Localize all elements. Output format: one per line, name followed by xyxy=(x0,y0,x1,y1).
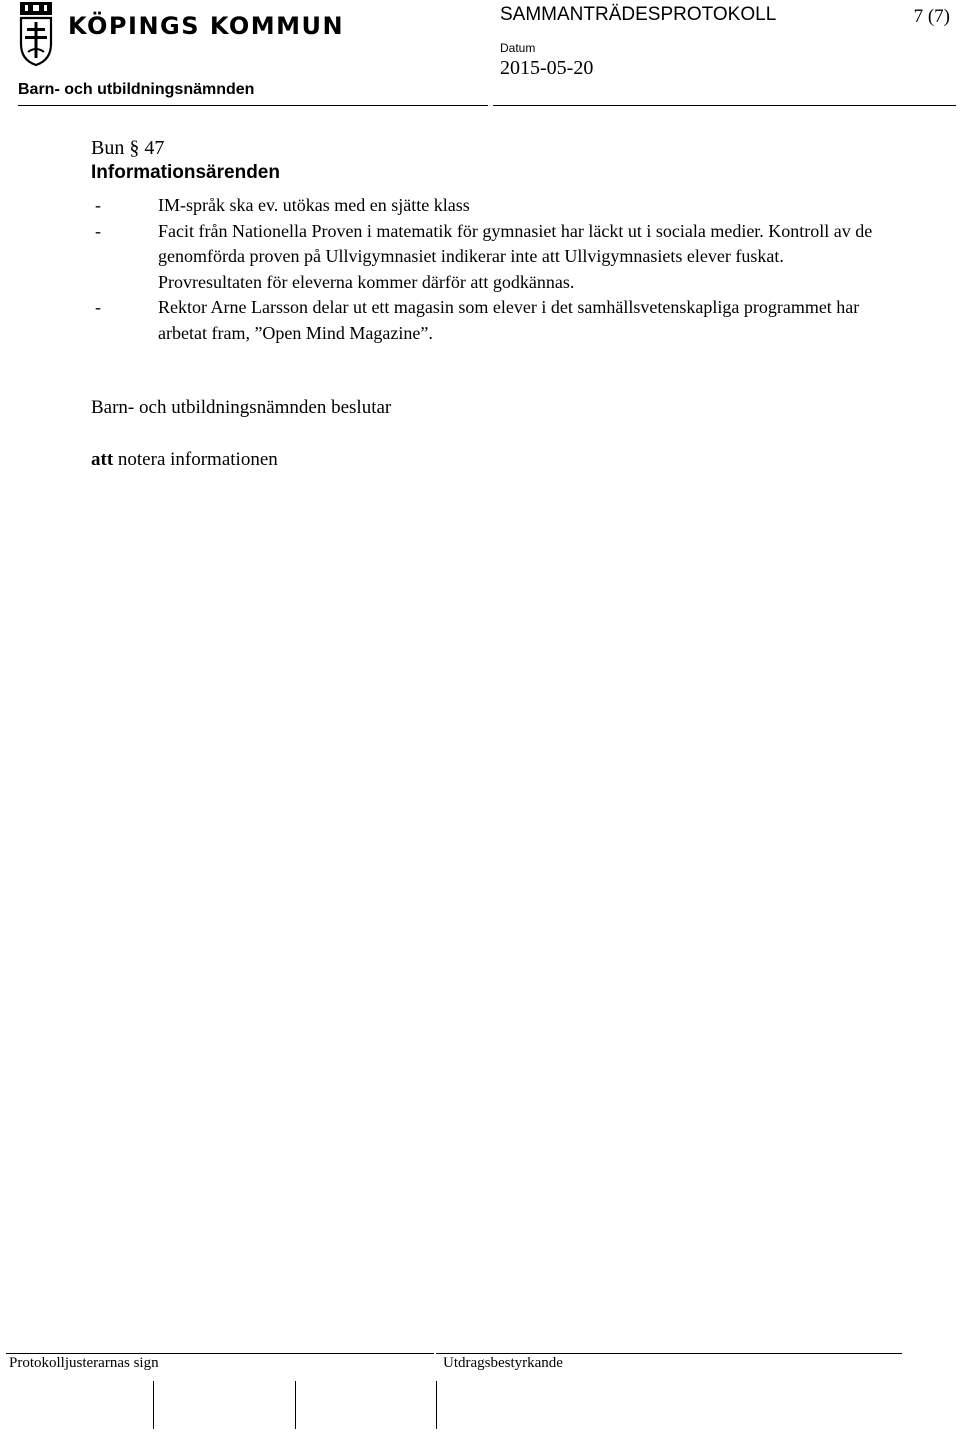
list-dash: - xyxy=(95,297,101,318)
signature-box-divider xyxy=(436,1381,437,1429)
committee-name: Barn- och utbildningsnämnden xyxy=(18,81,255,98)
information-items-list xyxy=(91,193,891,347)
page-number: 7 (7) xyxy=(913,6,950,27)
list-item xyxy=(91,193,891,219)
signature-box-divider xyxy=(295,1381,296,1429)
meeting-date: 2015-05-20 xyxy=(500,57,594,79)
header-divider xyxy=(18,105,488,106)
section-title: Informationsärenden xyxy=(91,162,280,183)
decision xyxy=(91,449,278,471)
list-item-text: Facit från Nationella Proven i matematik för gymnasiet har läckt ut i sociala medier. Kontroll av de genomförda proven på Ullvigymnasiet indikerar inte att Ullvigymnasiets elever fuskat. Provresultaten för eleverna kommer därför att godkännas. xyxy=(158,220,873,292)
decision-text: notera informationen xyxy=(113,449,278,470)
list-item-text: Rektor Arne Larsson delar ut ett magasin som elever i det samhällsvetenskapliga programmet har arbetat fram, ”Open Mind Magazine”. xyxy=(158,297,860,343)
extract-certification-label: Utdragsbestyrkande xyxy=(443,1355,563,1371)
list-dash: - xyxy=(95,195,101,215)
signature-box-divider xyxy=(153,1381,154,1429)
organization-name: KÖPINGS KOMMUN xyxy=(68,12,345,40)
list-item-text: IM-språk ska ev. utökas med en sjätte klass xyxy=(158,195,470,215)
date-label: Datum xyxy=(500,41,536,55)
list-dash: - xyxy=(95,220,101,241)
list-item xyxy=(91,295,891,346)
section-number: Bun § 47 xyxy=(91,137,165,159)
decision-keyword: att xyxy=(91,449,114,470)
header-divider xyxy=(493,105,956,106)
list-item xyxy=(91,219,891,296)
decision-intro: Barn- och utbildningsnämnden beslutar xyxy=(91,397,392,418)
footer-divider xyxy=(436,1353,902,1354)
adjusters-signature-label: Protokolljusterarnas sign xyxy=(9,1355,159,1371)
footer-divider xyxy=(6,1353,434,1354)
coat-of-arms-icon xyxy=(18,2,54,66)
document-type: SAMMANTRÄDESPROTOKOLL xyxy=(500,4,777,25)
